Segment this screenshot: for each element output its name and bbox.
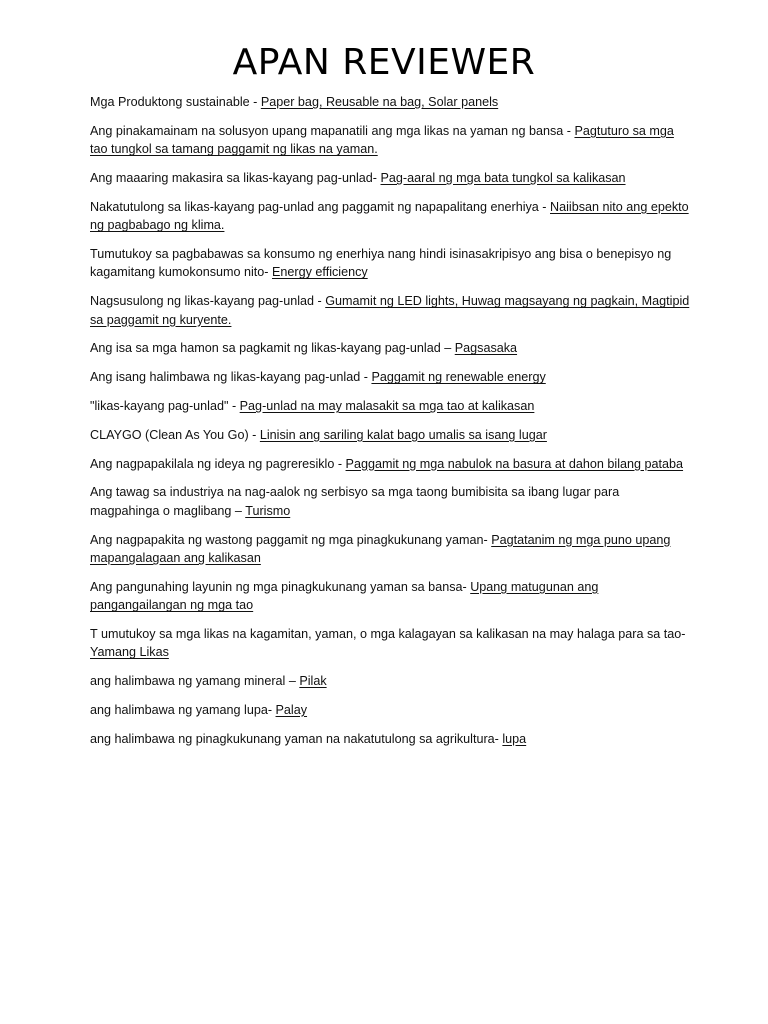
entry-question: Ang pangunahing layunin ng mga pinagkukunang yaman sa bansa-: [90, 579, 471, 594]
entry-question: Ang tawag sa industriya na nag-aalok ng serbisyo sa mga taong bumibisita sa ibang lugar para magpahinga o maglibang –: [90, 485, 620, 518]
entry-answer: Yamang Likas: [90, 645, 169, 660]
entry-question: Nagsusulong ng likas-kayang pag-unlad -: [90, 294, 326, 309]
entry-answer: Naiibsan nito ang epekto ng pagbabago ng klima.: [90, 199, 689, 233]
entry-question: Mga Produktong sustainable -: [90, 95, 261, 109]
entry-question: Tumutukoy sa pagbabawas sa konsumo ng enerhiya nang hindi isinasakripisyo ang bisa o benepisyo ng kagamitang kumokonsumo nito-: [90, 247, 672, 280]
entry-question: Nakatutulong sa likas-kayang pag-unlad ang paggamit ng napapalitang enerhiya -: [90, 199, 550, 214]
entry-question: Ang pinakamainam na solusyon upang mapanatili ang mga likas na yaman ng bansa -: [90, 123, 575, 138]
entry-answer: Paggamit ng renewable energy: [371, 370, 546, 385]
entry-answer: Pilak: [299, 674, 327, 689]
entry-3: [90, 169, 690, 187]
entry-11: [90, 455, 690, 473]
entry-question: Ang isang halimbawa ng likas-kayang pag-unlad -: [90, 370, 372, 385]
entry-answer: Turismo: [245, 503, 291, 518]
entry-answer: lupa: [502, 731, 527, 746]
entry-question: "likas-kayang pag-unlad" -: [90, 399, 240, 413]
entry-10: [90, 426, 690, 444]
entry-question: ang halimbawa ng yamang mineral –: [90, 674, 300, 689]
entry-16: [90, 672, 690, 690]
page-title: APAN REVIEWER: [232, 42, 536, 83]
entry-question: Ang nagpapakita ng wastong paggamit ng mga pinagkukunang yaman-: [90, 532, 492, 547]
entry-answer: Palay: [275, 703, 308, 717]
entry-answer: Pagtatanim ng mga puno upang mapangalagaan ang kalikasan: [90, 532, 671, 565]
entry-9: [90, 397, 690, 415]
entry-answer: Paper bag, Reusable na bag, Solar panels: [260, 95, 499, 109]
entry-7: [90, 339, 690, 357]
entry-18: [90, 730, 690, 748]
entry-answer: Pagsasaka: [454, 341, 518, 356]
entry-question: Ang nagpapakilala ng ideya ng pagreresiklo -: [90, 456, 346, 471]
entry-4: [90, 198, 690, 235]
entry-question: Ang isa sa mga hamon sa pagkamit ng likas-kayang pag-unlad –: [90, 341, 455, 356]
entry-8: [90, 368, 690, 386]
entry-13: [90, 531, 690, 568]
entry-question: T umutukoy sa mga likas na kagamitan, yaman, o mga kalagayan sa kalikasan na may halaga para sa tao-: [90, 627, 686, 641]
entry-17: [90, 701, 690, 719]
entry-question: Ang maaaring makasira sa likas-kayang pag-unlad-: [90, 171, 381, 185]
entry-answer: Paggamit ng mga nabulok na basura at dahon bilang pataba: [345, 456, 684, 471]
entry-question: ang halimbawa ng pinagkukunang yaman na nakatutulong sa agrikultura-: [90, 731, 503, 746]
entry-6: [90, 292, 690, 329]
entry-answer: Linisin ang sariling kalat bago umalis sa isang lugar: [259, 427, 547, 442]
entry-answer: Energy efficiency: [272, 265, 368, 280]
entry-answer: Pagtuturo sa mga tao tungkol sa tamang paggamit ng likas na yaman.: [90, 123, 674, 157]
entry-answer: Pag-aaral ng mga bata tungkol sa kalikasan: [380, 171, 626, 185]
entry-15: [90, 625, 690, 662]
entry-5: [90, 245, 690, 282]
entry-12: [90, 483, 690, 520]
entry-answer: Gumamit ng LED lights, Huwag magsayang ng pagkain, Magtipid sa paggamit ng kuryente.: [90, 294, 690, 327]
entry-2: [90, 122, 690, 159]
entry-1: [90, 93, 690, 111]
entry-question: CLAYGO (Clean As You Go) -: [90, 427, 260, 442]
reviewer-entries: [90, 93, 690, 759]
entry-14: [90, 578, 690, 615]
entry-answer: Pag-unlad na may malasakit sa mga tao at kalikasan: [239, 399, 535, 413]
entry-answer: Upang matugunan ang pangangailangan ng mga tao: [90, 579, 599, 613]
entry-question: ang halimbawa ng yamang lupa-: [90, 703, 276, 717]
